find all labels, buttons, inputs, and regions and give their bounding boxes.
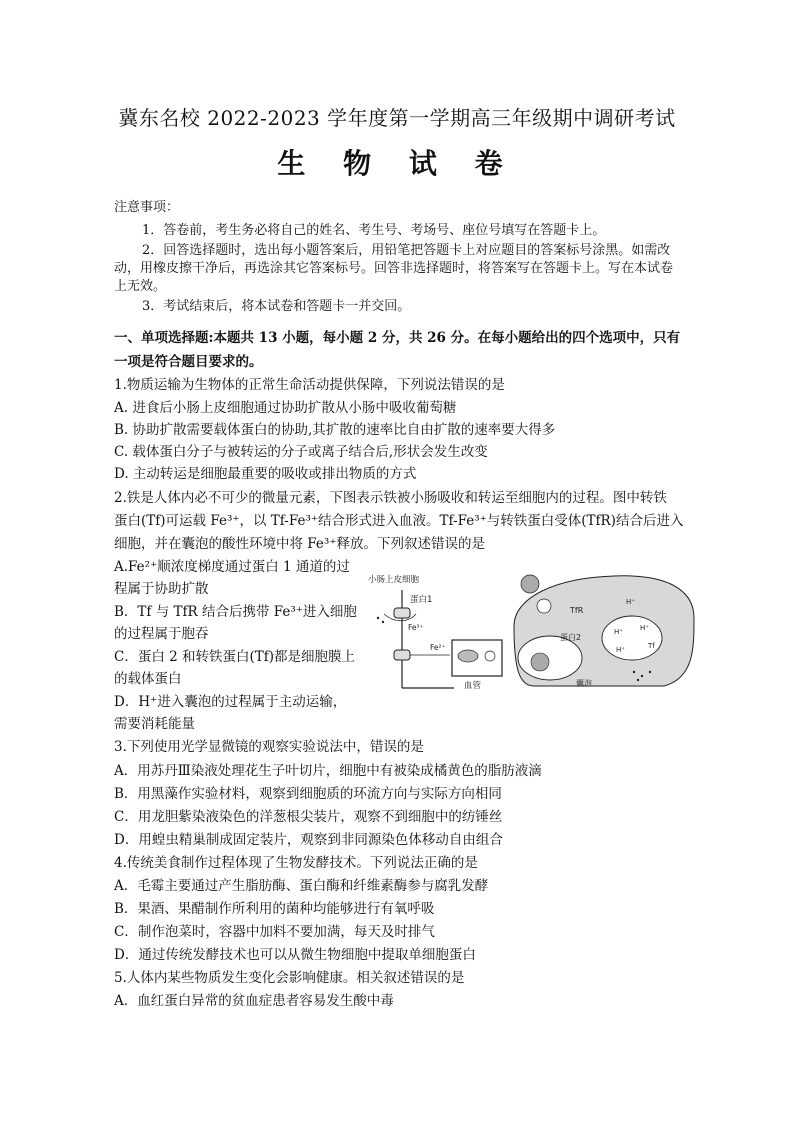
q5-stem: 5.人体内某些物质发生变化会影响健康。相关叙述错误的是 xyxy=(114,970,465,986)
label-vesicle: 囊泡 xyxy=(576,679,592,688)
q5-option-a: A．血红蛋白异常的贫血症患者容易发生酸中毒 xyxy=(114,993,394,1009)
q2-option-b-line1: B．Tf 与 TfR 结合后携带 Fe³⁺进入细胞 xyxy=(114,604,357,620)
q1-stem: 1.物质运输为生物体的正常生命活动提供保障，下列说法错误的是 xyxy=(114,377,505,393)
q2-option-a-line2: 程属于协助扩散 xyxy=(114,581,209,597)
label-h4: H⁺ xyxy=(616,646,625,654)
label-vessel: 血管 xyxy=(464,681,482,691)
q3-option-d: D．用蝗虫精巢制成固定装片，观察到非同源染色体移动自由组合 xyxy=(114,832,503,848)
released-iron-dot xyxy=(649,671,651,673)
label-intestinal-cell: 小肠上皮细胞 xyxy=(368,575,420,585)
q4-option-a: A．毛霉主要通过产生脂肪酶、蛋白酶和纤维素酶参与腐乳发酵 xyxy=(114,878,489,894)
q2-option-d-line2: 需要消耗能量 xyxy=(114,716,195,732)
label-fe-b: Fe²⁺ xyxy=(430,643,446,652)
label-tf: Tf xyxy=(648,642,655,650)
section-heading-line1: 一、单项选择题:本题共 13 小题，每小题 2 分，共 26 分。在每小题给出的四个选项中，只有 xyxy=(114,330,681,346)
q4-option-d: D．通过传统发酵技术也可以从微生物细胞中提取单细胞蛋白 xyxy=(114,947,476,963)
q4-stem: 4.传统美食制作过程体现了生物发酵技术。下列说法正确的是 xyxy=(114,855,478,871)
released-iron-dot xyxy=(633,671,635,673)
label-protein2: 蛋白2 xyxy=(560,633,582,642)
q2-option-c-line2: 的载体蛋白 xyxy=(114,671,182,687)
iron-cluster xyxy=(458,650,478,662)
section-heading-line2: 一项是符合题目要求的。 xyxy=(114,354,263,370)
label-fe-a: Fe³⁺ xyxy=(408,623,424,632)
q2-stem-line1: 2.铁是人体内必不可少的微量元素，下图表示铁被小肠吸收和转运至细胞内的过程。图中转铁 xyxy=(114,490,667,506)
released-iron-dot xyxy=(641,675,643,677)
note-item-1: 1．答卷前，考生务必将自己的姓名、考生号、考场号、座位号填写在答题卡上。 xyxy=(142,223,606,238)
q3-stem: 3.下列使用光学显微镜的观察实验说法中，错误的是 xyxy=(114,739,424,755)
q3-option-a: A．用苏丹Ⅲ染液处理花生子叶切片，细胞中有被染成橘黄色的脂肪液滴 xyxy=(114,763,542,779)
acidic-vesicle xyxy=(602,616,662,660)
note-item-3: 3．考试结束后，将本试卷和答题卡一并交回。 xyxy=(142,299,411,314)
basal-protein-shape xyxy=(394,650,410,660)
q1-option-a: A. 进食后小肠上皮细胞通过协助扩散从小肠中吸收葡萄糖 xyxy=(114,400,457,416)
q3-option-b: B．用黑藻作实验材料，观察到细胞质的环流方向与实际方向相同 xyxy=(114,786,502,802)
q2-option-d-line1: D．H⁺进入囊泡的过程属于主动运输， xyxy=(114,694,347,710)
ion-dot xyxy=(377,617,379,619)
exam-title: 冀东名校 2022-2023 学年度第一学期高三年级期中调研考试 xyxy=(118,106,676,130)
label-h2: H⁺ xyxy=(614,628,623,636)
iron-cluster-vesicle xyxy=(531,653,549,671)
label-h3: H⁺ xyxy=(640,624,649,632)
q1-option-d: D. 主动转运是细胞最重要的吸收或排出物质的方式 xyxy=(114,466,417,482)
exam-subject: 生 物 试 卷 xyxy=(277,147,517,180)
label-h1: H⁺ xyxy=(626,598,635,606)
q3-option-c: C．用龙胆紫染液染色的洋葱根尖装片，观察不到细胞中的纺锤丝 xyxy=(114,809,503,825)
q2-stem-line2: 蛋白(Tf)可运载 Fe³⁺，以 Tf-Fe³⁺结合形式进入血液。Tf-Fe³⁺与转铁蛋白受体(TfR)结合后进入 xyxy=(114,513,684,529)
label-protein1: 蛋白1 xyxy=(410,595,433,605)
q1-option-b: B. 协助扩散需要载体蛋白的协助,其扩散的速率比自由扩散的速率要大得多 xyxy=(114,422,556,438)
tf-receptor-complex xyxy=(537,599,551,613)
q2-option-b-line2: 的过程属于胞吞 xyxy=(114,626,209,642)
released-iron-dot xyxy=(637,679,639,681)
q2-option-c-line1: C．蛋白 2 和转铁蛋白(Tf)都是细胞膜上 xyxy=(114,649,356,665)
label-tfr: TfR xyxy=(570,606,584,615)
tf-molecule xyxy=(485,651,495,661)
q4-option-b: B．果酒、果醋制作所利用的菌种均能够进行有氧呼吸 xyxy=(114,901,435,917)
iron-transport-figure xyxy=(364,568,698,692)
q4-option-c: C．制作泡菜时，容器中加料不要加满，每天及时排气 xyxy=(114,924,435,940)
notes-heading: 注意事项： xyxy=(114,200,180,215)
q2-stem-line3: 细胞，并在囊泡的酸性环境中将 Fe³⁺释放。下列叙述错误的是 xyxy=(114,536,485,552)
protein1-shape xyxy=(394,608,410,618)
q2-option-a-line1: A.Fe²⁺顺浓度梯度通过蛋白 1 通道的过 xyxy=(114,559,350,575)
note-item-2: 2．回答选择题时，选出每小题答案后，用铅笔把答题卡上对应题目的答案标号涂黑。如需改动，用橡皮擦干净后，再选涂其它答案标号。回答非选择题时，将答案写在答题卡上。写在本试卷上无效。 xyxy=(114,243,674,294)
q1-option-c: C. 载体蛋白分子与被转运的分子或离子结合后,形状会发生改变 xyxy=(114,444,488,460)
ion-dot xyxy=(382,621,384,623)
endocytic-vesicle xyxy=(518,636,582,680)
iron-cluster-top xyxy=(521,575,539,593)
